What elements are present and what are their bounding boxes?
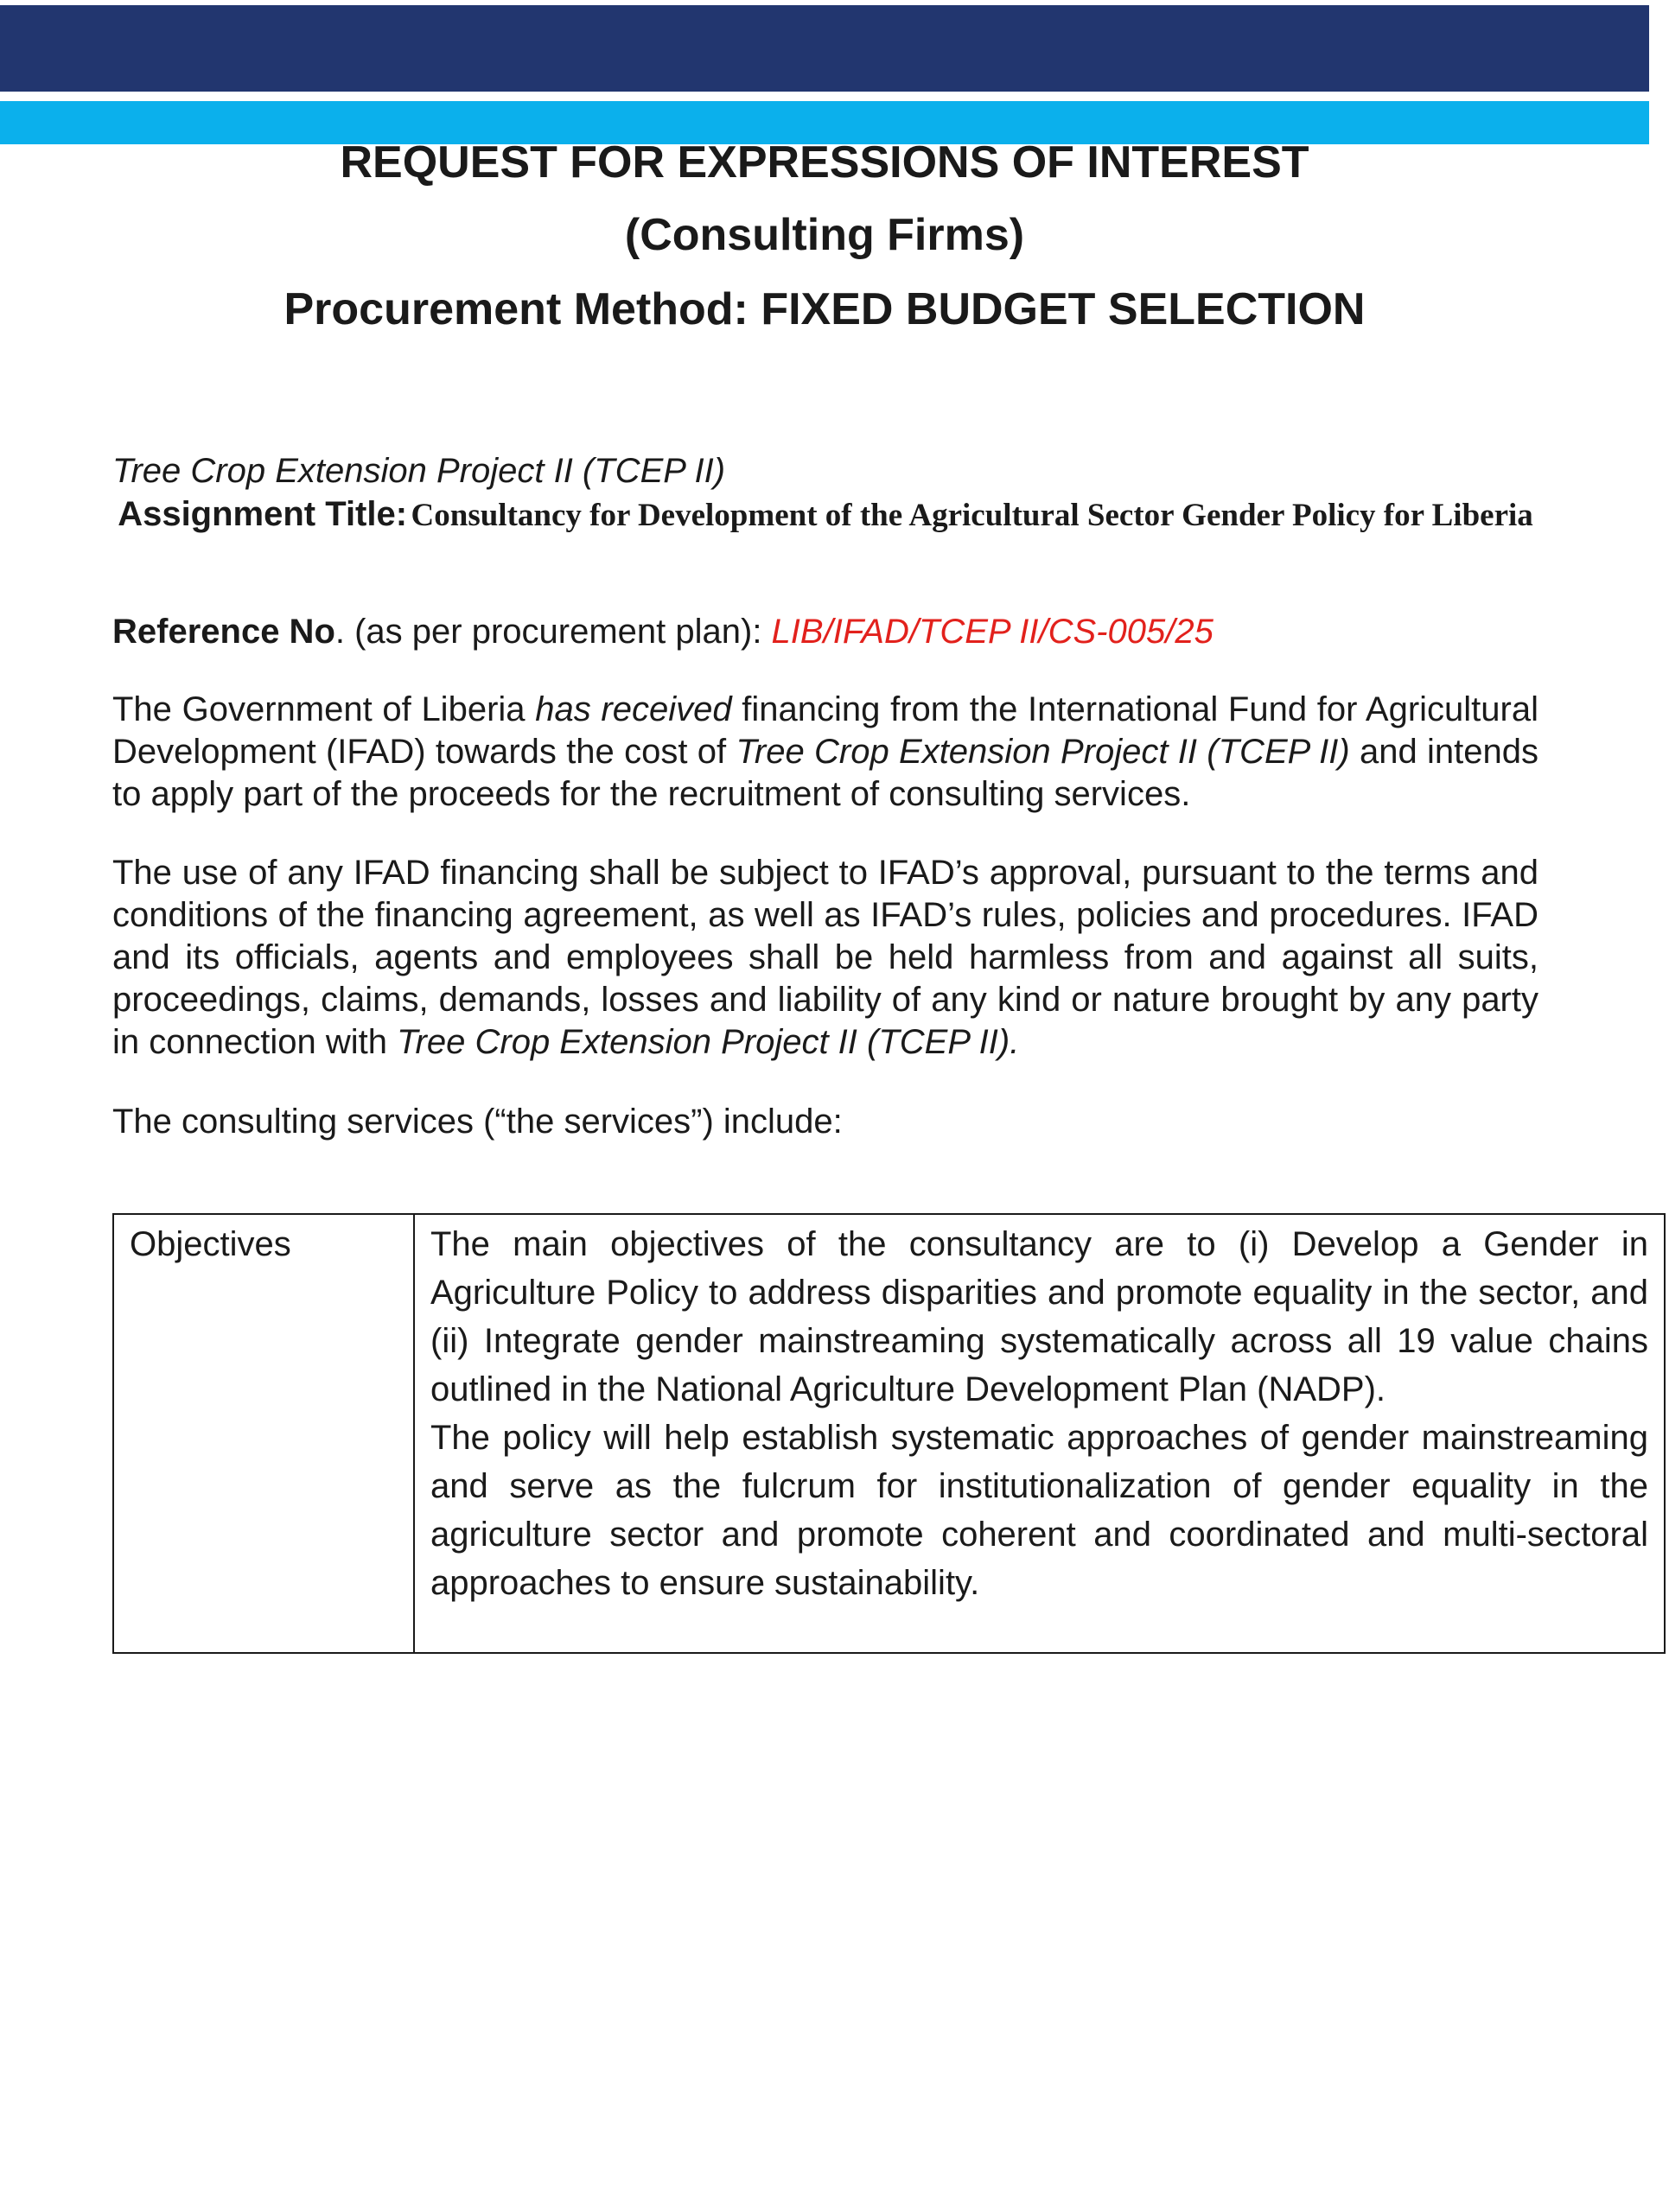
p2-text-b: Tree Crop Extension Project II (TCEP II).: [397, 1023, 1020, 1061]
header-band-dark: [0, 5, 1649, 92]
project-name: Tree Crop Extension Project II (TCEP II): [112, 452, 726, 490]
p1-text-e: and intends to apply part of the proceeds for the recruitment of consulting services.: [112, 733, 1538, 813]
objectives-paragraph-1: The main objectives of the consultancy are to (i) Develop a Gender in Agriculture Policy to address disparities and promote equality in the sector, and (ii) Integrate gender mainstreaming systematically across all 19 value chains outlined in the National Agriculture Development Plan (NADP).: [430, 1225, 1648, 1408]
services-table: [112, 1213, 1666, 1654]
services-intro: The consulting services (“the services”) include:: [112, 1103, 843, 1141]
p1-text-d: Tree Crop Extension Project II (TCEP II): [736, 733, 1350, 771]
p2-text-a: The use of any IFAD financing shall be subject to IFAD’s approval, pursuant to the terms and conditions of the financing agreement, as well as IFAD’s rules, policies and procedures. IFAD and its officials, agents and employees shall be held harmless from and against all suits, proceedings, claims, demands, losses and liability of any kind or nature brought by any party in connection with: [112, 854, 1538, 1061]
document-subtitle: (Consulting Firms): [624, 210, 1025, 260]
objectives-label: Objectives: [113, 1214, 414, 1653]
objectives-paragraph-2: The policy will help establish systematic approaches of gender mainstreaming and serve as the fulcrum for institutionalization of gender equality in the agriculture sector and promote coherent and coordinated and multi-sectoral approaches to ensure sustainability.: [430, 1419, 1648, 1602]
reference-number: LIB/IFAD/TCEP II/CS-005/25: [771, 613, 1214, 651]
reference-line: [112, 610, 1214, 653]
assignment-title: [112, 493, 1538, 536]
financing-paragraph: [112, 689, 1538, 816]
reference-suffix: . (as per procurement plan):: [334, 613, 772, 651]
p1-text-b: has received: [535, 690, 732, 728]
objectives-text: [414, 1214, 1665, 1653]
table-row: [113, 1214, 1665, 1653]
procurement-method: Procurement Method: FIXED BUDGET SELECTION: [283, 284, 1366, 334]
assignment-value: Consultancy for Development of the Agricultural Sector Gender Policy for Liberia: [411, 498, 1533, 533]
p1-text-a: The Government of Liberia: [112, 690, 536, 728]
document-title: REQUEST FOR EXPRESSIONS OF INTEREST: [340, 137, 1309, 188]
reference-label: Reference No: [112, 613, 335, 651]
assignment-label: Assignment Title:: [118, 495, 408, 533]
ifad-terms-paragraph: [112, 852, 1538, 1064]
p1-text-c: financing from the International Fund for Agricultural Development (IFAD) towards the cost of: [112, 690, 1538, 771]
